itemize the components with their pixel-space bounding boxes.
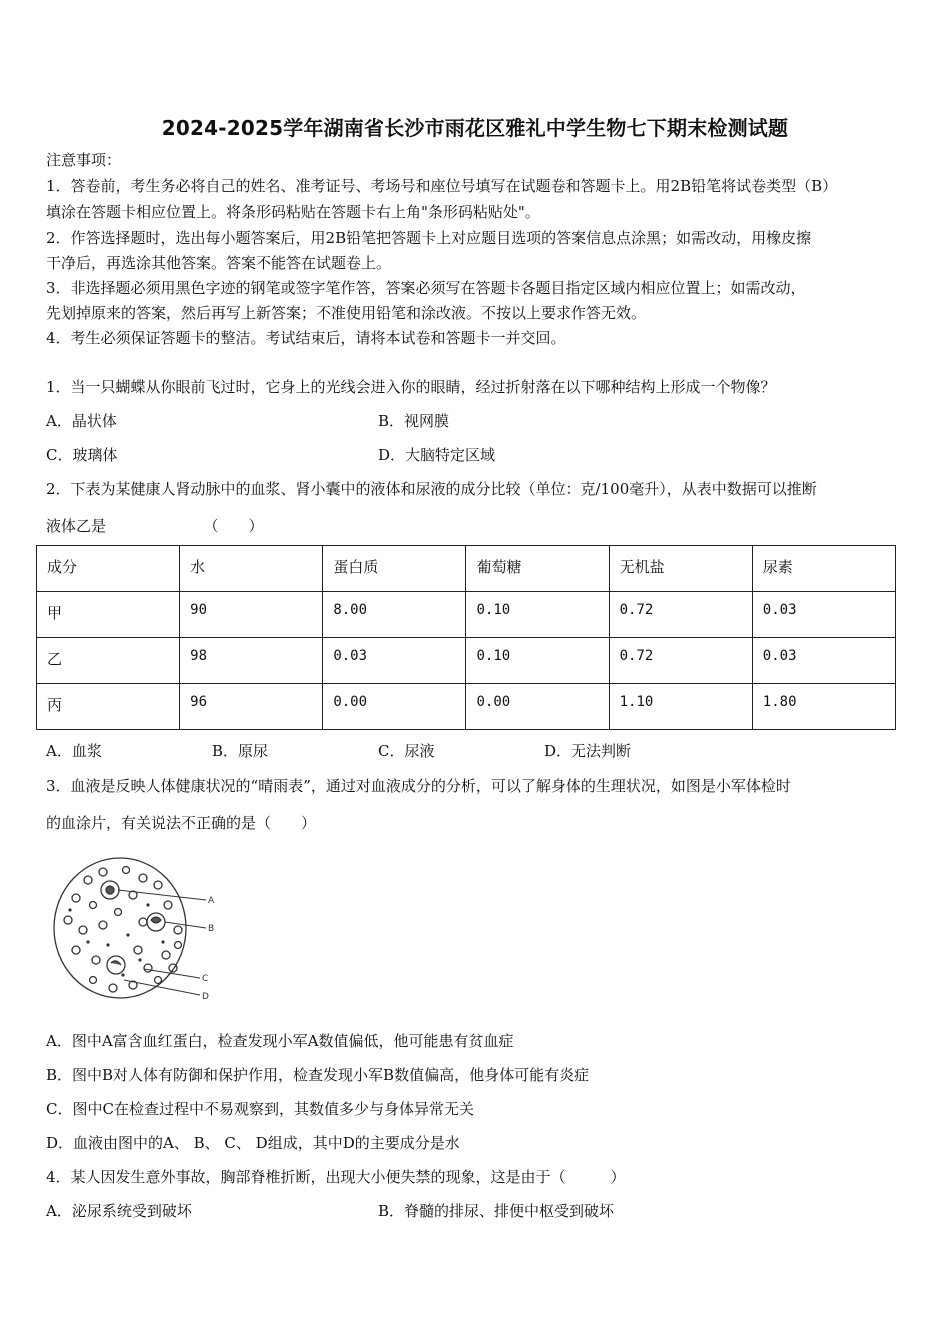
- notice-line: 干净后，再选涂其他答案。答案不能答在试题卷上。: [46, 254, 392, 272]
- question-1-stem: 1．当一只蝴蝶从你眼前飞过时，它身上的光线会进入你的眼睛，经过折射落在以下哪种结构上形成一个物像？: [46, 378, 776, 396]
- notice-line: 先划掉原来的答案，然后再写上新答案；不准使用铅笔和涂改液。不按以上要求作答无效。: [46, 304, 647, 322]
- figure-label-b: B: [208, 924, 215, 934]
- table-cell: 0.03: [752, 638, 895, 684]
- table-header-cell: 蛋白质: [323, 546, 466, 592]
- q4-option-a[interactable]: A．泌尿系统受到破坏: [46, 1202, 192, 1220]
- table-header-cell: 葡萄糖: [466, 546, 609, 592]
- figure-label-c: C: [202, 974, 209, 984]
- q1-option-b[interactable]: B．视网膜: [378, 412, 450, 430]
- smear-outline: [54, 858, 186, 998]
- question-3-stem-cont: 的血涂片，有关说法不正确的是（ ）: [46, 814, 317, 832]
- table-cell: 丙: [37, 684, 180, 730]
- q3-option-b[interactable]: B．图中B对人体有防御和保护作用，检查发现小军B数值偏高，他身体可能有炎症: [46, 1066, 590, 1084]
- q2-option-d[interactable]: D．无法判断: [544, 742, 632, 760]
- q1-option-c[interactable]: C．玻璃体: [46, 446, 118, 464]
- q2-option-c[interactable]: C．尿液: [378, 742, 435, 760]
- question-3-stem: 3．血液是反映人体健康状况的“晴雨表”，通过对血液成分的分析，可以了解身体的生理状况，如图是小军体检时: [46, 777, 791, 795]
- table-cell: 乙: [37, 638, 180, 684]
- table-header-cell: 无机盐: [609, 546, 752, 592]
- table-cell: 0.72: [609, 592, 752, 638]
- question-2-stem-cont: 液体乙是 （ ）: [46, 517, 264, 535]
- notice-heading: 注意事项：: [46, 151, 122, 169]
- q3-option-a[interactable]: A．图中A富含血红蛋白，检查发现小军A数值偏低，他可能患有贫血症: [46, 1032, 514, 1050]
- table-header-cell: 成分: [37, 546, 180, 592]
- table-row: [37, 638, 896, 684]
- table-header-cell: 尿素: [752, 546, 895, 592]
- table-cell: 0.10: [466, 592, 609, 638]
- q1-option-a[interactable]: A．晶状体: [46, 412, 117, 430]
- table-cell: 98: [180, 638, 323, 684]
- table-cell: 1.10: [609, 684, 752, 730]
- table-cell: 0.03: [752, 592, 895, 638]
- table-cell: 90: [180, 592, 323, 638]
- table-cell: 0.03: [323, 638, 466, 684]
- table-header-row: [37, 546, 896, 592]
- notice-line: 4．考生必须保证答题卡的整洁。考试结束后，请将本试卷和答题卡一并交回。: [46, 329, 566, 347]
- notice-line: 3．非选择题必须用黑色字迹的钢笔或签字笔作答，答案必须写在答题卡各题目指定区域内相应位置上；如需改动，: [46, 279, 806, 297]
- question-2-stem: 2．下表为某健康人肾动脉中的血浆、肾小囊中的液体和尿液的成分比较（单位：克/100毫升），从表中数据可以推断: [46, 480, 817, 498]
- table-row: [37, 592, 896, 638]
- table-cell: 1.80: [752, 684, 895, 730]
- table-cell: 0.72: [609, 638, 752, 684]
- table-cell: 甲: [37, 592, 180, 638]
- q1-option-d[interactable]: D．大脑特定区域: [378, 446, 496, 464]
- figure-label-d: D: [202, 992, 209, 1002]
- table-cell: 0.00: [466, 684, 609, 730]
- composition-table: [36, 545, 896, 730]
- q3-option-d[interactable]: D．血液由图中的A、 B、 C、 D组成，其中D的主要成分是水: [46, 1134, 460, 1152]
- notice-line: 2．作答选择题时，选出每小题答案后，用2B铅笔把答题卡上对应题目选项的答案信息点涂黑；如需改动，用橡皮擦: [46, 229, 812, 247]
- table-cell: 0.00: [323, 684, 466, 730]
- table-header-cell: 水: [180, 546, 323, 592]
- q2-option-a[interactable]: A．血浆: [46, 742, 102, 760]
- table-row: [37, 684, 896, 730]
- table-cell: 96: [180, 684, 323, 730]
- question-4-stem: 4．某人因发生意外事故，胸部脊椎折断，出现大小便失禁的现象，这是由于（ ）: [46, 1168, 626, 1186]
- blood-smear-figure: [48, 850, 228, 1010]
- table-cell: 8.00: [323, 592, 466, 638]
- table-cell: 0.10: [466, 638, 609, 684]
- notice-line: 1．答卷前，考生务必将自己的姓名、准考证号、考场号和座位号填写在试题卷和答题卡上。用2B铅笔将试卷类型（B）: [46, 177, 838, 195]
- notice-line: 填涂在答题卡相应位置上。将条形码粘贴在答题卡右上角"条形码粘贴处"。: [46, 203, 540, 221]
- page-title: 2024-2025学年湖南省长沙市雨花区雅礼中学生物七下期末检测试题: [161, 116, 789, 140]
- q2-option-b[interactable]: B．原尿: [212, 742, 269, 760]
- figure-label-a: A: [208, 896, 215, 906]
- q3-option-c[interactable]: C．图中C在检查过程中不易观察到，其数值多少与身体异常无关: [46, 1100, 474, 1118]
- q4-option-b[interactable]: B．脊髓的排尿、排便中枢受到破坏: [378, 1202, 615, 1220]
